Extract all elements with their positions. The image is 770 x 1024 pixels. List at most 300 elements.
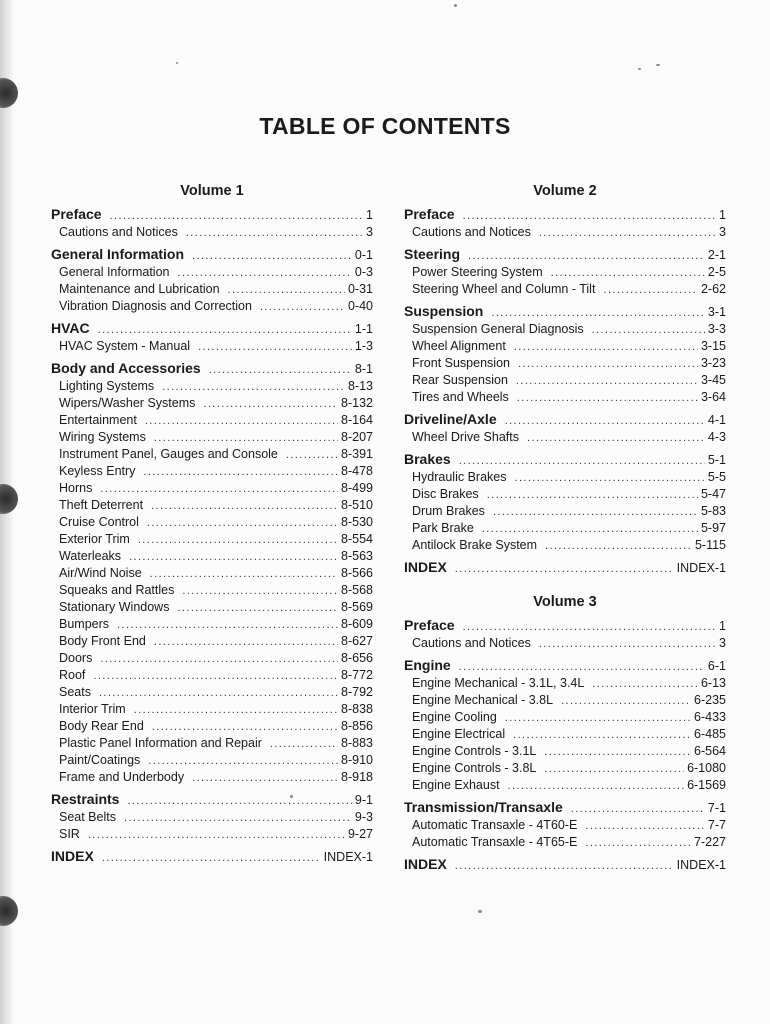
toc-entry [51,548,373,565]
entry-label: Disc Brakes [412,487,479,501]
page-number: 1-3 [354,339,373,353]
entry-label: Exterior Trim [59,532,130,546]
section-title: Body and Accessories [51,360,201,376]
entry-label: Engine Electrical [412,727,506,741]
page-number: 4-3 [707,430,726,444]
dot-leader [571,800,705,819]
entry-label: Steering Wheel and Column - Tilt [412,282,596,296]
toc-section-header [404,798,726,817]
page-number: 3-3 [707,322,726,336]
page-number: 8-910 [341,753,373,767]
page-number: 8-554 [341,532,373,546]
page-number: 3-15 [700,339,726,353]
page-number: 8-856 [341,719,373,733]
page-number: 8-478 [341,464,373,478]
dot-leader [270,736,338,753]
entry-label: Front Suspension [412,356,510,370]
page-number: 3 [719,636,726,650]
dot-leader [134,702,338,719]
page-number: 6-1569 [687,778,726,792]
entry-label: Body Front End [59,634,146,648]
entry-label: Doors [59,651,93,665]
page-number: 8-510 [341,498,373,512]
toc-section [51,847,373,866]
entry-label: Cautions and Notices [59,225,178,239]
entry-label: Seat Belts [59,810,116,824]
page-number: 1 [366,208,373,222]
page-number: 5-1 [707,453,726,467]
entry-label: Wheel Alignment [412,339,506,353]
toc-section-header [404,558,726,577]
entry-label: Squeaks and Rattles [59,583,175,597]
page-number: 9-27 [347,827,373,841]
toc-section-header [404,302,726,321]
toc-entry [51,701,373,718]
entry-label: Horns [59,481,93,495]
page-number: 2-62 [700,282,726,296]
toc-entry [404,429,726,446]
dot-leader [455,560,674,579]
section-title: INDEX [51,848,94,864]
toc-section [51,205,373,241]
page-number: INDEX-1 [323,850,373,864]
dot-leader [145,413,338,430]
toc-entry [404,321,726,338]
volume-2-3-column [404,181,726,878]
entry-label: Paint/Coatings [59,753,141,767]
entry-label: Suspension General Diagnosis [412,322,584,336]
entry-label: Engine Mechanical - 3.1L, 3.4L [412,676,585,690]
entry-label: Engine Exhaust [412,778,500,792]
dot-leader [260,299,345,316]
entry-label: Vibration Diagnosis and Correction [59,299,252,313]
entry-label: Maintenance and Lubrication [59,282,220,296]
toc-entry [51,463,373,480]
toc-entry [404,503,726,520]
entry-label: Hydraulic Brakes [412,470,507,484]
entry-label: Stationary Windows [59,600,170,614]
dot-leader [585,835,691,852]
toc-entry [51,338,373,355]
toc-entry [404,264,726,281]
toc-entry [51,633,373,650]
volume-1-column [51,181,373,870]
entry-label: Roof [59,668,86,682]
page-number: 4-1 [707,413,726,427]
dot-leader [517,390,698,407]
toc-entry [404,537,726,554]
entry-label: Keyless Entry [59,464,136,478]
page-number: 5-97 [700,521,726,535]
entry-label: Engine Cooling [412,710,497,724]
dot-leader [186,225,363,242]
toc-entry [51,264,373,281]
page-number: 8-1 [354,362,373,376]
section-title: HVAC [51,320,90,336]
page-number: 8-838 [341,702,373,716]
toc-section-header [51,847,373,866]
scan-speck [478,910,482,913]
toc-entry [404,726,726,743]
entry-label: Wipers/Washer Systems [59,396,196,410]
toc-entry [51,650,373,667]
toc-entry [51,599,373,616]
dot-leader [177,600,338,617]
dot-leader [592,676,698,693]
page-number: 3 [719,225,726,239]
page-number: 5-47 [700,487,726,501]
dot-leader [539,225,716,242]
section-title: Transmission/Transaxle [404,799,563,815]
page-number: 5-115 [694,538,726,552]
section-title: Preface [51,206,102,222]
page-number: 6-485 [694,727,726,741]
toc-entry [51,565,373,582]
page-number: 6-235 [694,693,726,707]
page-number: 8-569 [341,600,373,614]
dot-leader [505,710,691,727]
toc-entry [404,709,726,726]
page-number: 8-566 [341,566,373,580]
dot-leader [127,792,351,811]
dot-leader [551,265,705,282]
page-number: 8-609 [341,617,373,631]
section-title: General Information [51,246,185,262]
entry-label: General Information [59,265,170,279]
page-number: 8-792 [341,685,373,699]
toc-entry [51,378,373,395]
dot-leader [192,247,352,266]
entry-label: Wheel Drive Shafts [412,430,519,444]
dot-leader [154,430,338,447]
page-number: 8-918 [341,770,373,784]
toc-section [51,790,373,843]
page-number: 9-1 [354,793,373,807]
entry-label: Power Steering System [412,265,543,279]
section-title: Restraints [51,791,120,807]
toc-section [404,656,726,794]
toc-entry [404,389,726,406]
page-number: 3-64 [700,390,726,404]
entry-label: Wiring Systems [59,430,146,444]
dot-leader [182,583,338,600]
entry-label: Cruise Control [59,515,139,529]
dot-leader [192,770,338,787]
dot-leader [100,651,338,668]
page-number: 8-883 [341,736,373,750]
toc-section-header [51,319,373,338]
dot-leader [513,727,691,744]
dot-leader [539,636,716,653]
dot-leader [455,857,674,876]
section-title: Engine [404,657,451,673]
volume-1-entries [51,205,373,866]
toc-entry [51,752,373,769]
dot-leader [585,818,705,835]
toc-section [404,410,726,446]
dot-leader [544,744,691,761]
toc-section [404,855,726,874]
toc-section [404,302,726,406]
dot-leader [150,566,338,583]
entry-label: Engine Controls - 3.1L [412,744,537,758]
page-number: 8-207 [341,430,373,444]
volume-3-heading: Volume 3 [533,594,597,610]
dot-leader [487,487,698,504]
toc-entry [51,531,373,548]
toc-entry [404,743,726,760]
section-title: Suspension [404,303,484,319]
toc-section [51,359,373,786]
toc-entry [404,777,726,794]
toc-entry [51,298,373,315]
toc-section-header [404,205,726,224]
toc-section [404,205,726,241]
section-title: Brakes [404,451,451,467]
dot-leader [99,685,338,702]
toc-entry [51,735,373,752]
page-number: 6-13 [700,676,726,690]
toc-section-header [51,245,373,264]
page-number: 7-7 [707,818,726,832]
page-number: 5-5 [707,470,726,484]
section-title: INDEX [404,559,447,575]
page-number: 3-23 [700,356,726,370]
dot-leader [129,549,338,566]
dot-leader [545,538,692,555]
toc-entry [51,667,373,684]
entry-label: Waterleaks [59,549,122,563]
page-number: 3 [366,225,373,239]
toc-entry [51,718,373,735]
page-number: 8-391 [341,447,373,461]
volume-3-entries [404,616,726,874]
entry-label: Automatic Transaxle - 4T60-E [412,818,578,832]
entry-label: Automatic Transaxle - 4T65-E [412,835,578,849]
entry-label: Seats [59,685,91,699]
page-number: 6-1080 [687,761,726,775]
page-number: 5-83 [700,504,726,518]
section-title: Steering [404,246,461,262]
entry-label: Body Rear End [59,719,144,733]
toc-entry [404,817,726,834]
toc-entry [404,469,726,486]
entry-label: Plastic Panel Information and Repair [59,736,262,750]
scan-speck [454,4,457,7]
toc-entry [51,616,373,633]
volume-2-heading: Volume 2 [533,183,597,199]
dot-leader [162,379,345,396]
toc-entry [51,281,373,298]
dot-leader [603,282,698,299]
dot-leader [151,498,338,515]
page-number: 6-1 [707,659,726,673]
toc-entry [404,760,726,777]
toc-entry [51,224,373,241]
dot-leader [508,778,685,795]
dot-leader [198,339,352,356]
toc-entry [404,372,726,389]
page-number: INDEX-1 [676,858,726,872]
toc-section [51,245,373,315]
entry-label: Air/Wind Noise [59,566,142,580]
toc-section-header [51,359,373,378]
section-title: Preface [404,206,455,222]
toc-entry [51,826,373,843]
toc-section [404,558,726,577]
toc-entry [404,486,726,503]
page-number: 8-164 [341,413,373,427]
toc-section-header [404,616,726,635]
scan-speck [656,64,660,66]
toc-entry [404,355,726,372]
toc-entry [51,395,373,412]
page-number: 8-627 [341,634,373,648]
toc-section-header [404,450,726,469]
section-title: Driveline/Axle [404,411,497,427]
page-number: 8-568 [341,583,373,597]
entry-label: Engine Mechanical - 3.8L [412,693,554,707]
dot-leader [100,481,338,498]
toc-section-header [404,855,726,874]
dot-leader [152,719,338,736]
dot-leader [147,515,338,532]
entry-label: Park Brake [412,521,474,535]
page-number: 1 [719,208,726,222]
dot-leader [93,668,338,685]
scan-speck [638,68,641,70]
entry-label: Theft Deterrent [59,498,144,512]
toc-entry [404,338,726,355]
dot-leader [88,827,345,844]
section-title: Preface [404,617,455,633]
toc-entry [51,684,373,701]
toc-section-header [404,656,726,675]
toc-section [404,798,726,851]
entry-label: Rear Suspension [412,373,508,387]
page-number: 1-1 [354,322,373,336]
entry-label: Tires and Wheels [412,390,509,404]
dot-leader [516,373,698,390]
dot-leader [514,339,698,356]
dot-leader [209,361,352,380]
dot-leader [154,634,338,651]
toc-entry [404,675,726,692]
dot-leader [518,356,698,373]
dot-leader [177,265,351,282]
dot-leader [117,617,338,634]
page-number: 8-563 [341,549,373,563]
toc-section [404,450,726,554]
page-number: 6-564 [694,744,726,758]
page-number: 8-530 [341,515,373,529]
binder-hole-top [0,78,18,108]
page-number: 0-31 [347,282,373,296]
toc-section-header [51,205,373,224]
page-number: 7-1 [707,801,726,815]
binder-hole-bottom [0,896,18,926]
toc-entry [404,281,726,298]
toc-section-header [404,410,726,429]
page-number: 3-1 [707,305,726,319]
page-number: 0-1 [354,248,373,262]
scan-speck [176,62,178,64]
dot-leader [286,447,338,464]
entry-label: Frame and Underbody [59,770,185,784]
toc-section [404,245,726,298]
page-number: 8-132 [341,396,373,410]
dot-leader [203,396,338,413]
entry-label: HVAC System - Manual [59,339,191,353]
page-number: 6-433 [694,710,726,724]
page-number: 8-772 [341,668,373,682]
page-number: 3-45 [700,373,726,387]
toc-entry [404,520,726,537]
dot-leader [124,810,352,827]
dot-leader [493,504,698,521]
entry-label: Cautions and Notices [412,636,531,650]
dot-leader [561,693,691,710]
toc-section [404,616,726,652]
section-title: INDEX [404,856,447,872]
page-number: 2-1 [707,248,726,262]
volume-1-heading: Volume 1 [180,183,244,199]
entry-label: Drum Brakes [412,504,485,518]
toc-section-header [51,790,373,809]
entry-label: Entertainment [59,413,137,427]
toc-section [51,319,373,355]
dot-leader [514,470,704,487]
toc-entry [404,635,726,652]
dot-leader [592,322,705,339]
page-number: 8-656 [341,651,373,665]
entry-label: Lighting Systems [59,379,155,393]
toc-entry [51,480,373,497]
entry-label: Interior Trim [59,702,126,716]
entry-label: Antilock Brake System [412,538,538,552]
page-number: 0-40 [347,299,373,313]
toc-section-header [404,245,726,264]
toc-entry [51,809,373,826]
page-number: 1 [719,619,726,633]
entry-label: Engine Controls - 3.8L [412,761,537,775]
binder-hole-middle [0,484,18,514]
dot-leader [527,430,705,447]
entry-label: Bumpers [59,617,110,631]
dot-leader [544,761,684,778]
toc-entry [404,224,726,241]
dot-leader [148,753,338,770]
dot-leader [228,282,345,299]
toc-entry [404,834,726,851]
volume-2-entries [404,205,726,577]
toc-entry [51,582,373,599]
dot-leader [138,532,338,549]
entry-label: Instrument Panel, Gauges and Console [59,447,278,461]
page-number: 7-227 [694,835,726,849]
page-number: 9-3 [354,810,373,824]
toc-entry [51,769,373,786]
toc-entry [404,692,726,709]
dot-leader [102,849,321,868]
entry-label: SIR [59,827,80,841]
page-number: INDEX-1 [676,561,726,575]
dot-leader [482,521,698,538]
page-number: 2-5 [707,265,726,279]
page-title: TABLE OF CONTENTS [259,113,511,140]
toc-entry [51,412,373,429]
dot-leader [505,412,705,431]
